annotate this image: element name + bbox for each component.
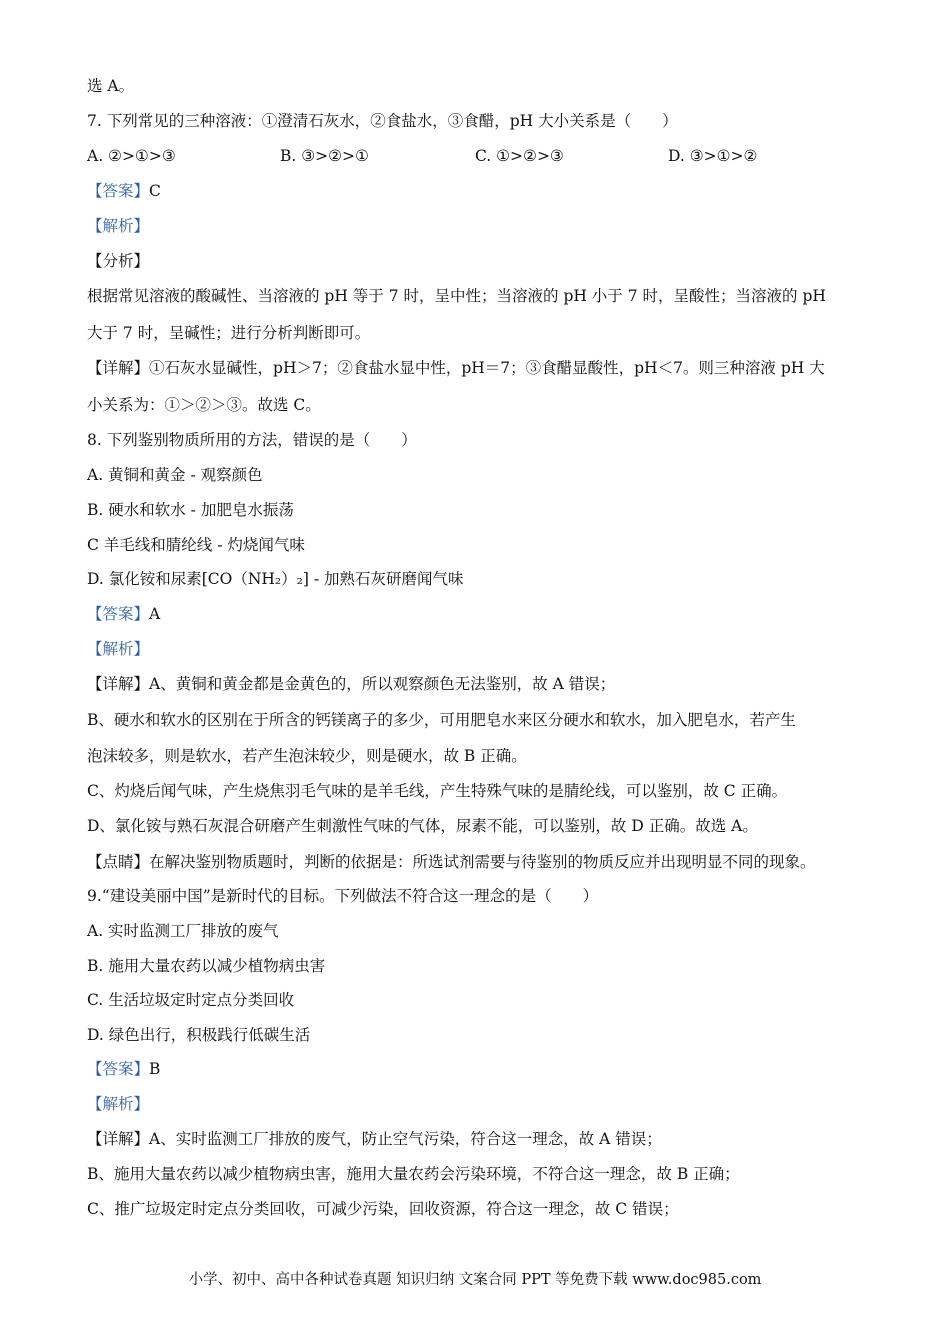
answer-line [87,1059,160,1079]
option-d: D. 绿色出行，积极践行低碳生活 [87,1026,311,1044]
tip-line [87,852,816,872]
option-d: D. ③>①>② [668,147,758,165]
answer-value: B [149,1060,161,1078]
answer-line [87,181,161,201]
analysis-tag: 【解析】 [87,1095,150,1113]
text-line: 根据常见溶液的酸碱性、当溶液的 pH 等于 7 时，呈中性；当溶液的 pH 小于 7 时，呈酸性；当溶液的 pH [87,287,826,305]
detail-tag: 【详解】 [87,359,150,377]
analysis-tag: 【解析】 [87,217,150,235]
answer-value: C [149,182,161,200]
option-b: B. ③>②>① [280,147,369,165]
option-c: C. 生活垃圾定时定点分类回收 [87,991,295,1009]
answer-tag: 【答案】 [87,605,150,623]
tip-text: 在解决鉴别物质题时，判断的依据是：所选试剂需要与待鉴别的物质反应并出现明显不同的现象。 [149,853,816,871]
answer-tag: 【答案】 [87,1060,150,1078]
option-b: B. 施用大量农药以减少植物病虫害 [87,957,326,975]
option-b: B. 硬水和软水 - 加肥皂水振荡 [87,501,294,519]
text-line: B、硬水和软水的区别在于所含的钙镁离子的多少，可用肥皂水来区分硬水和软水，加入肥皂水，若产生 [87,711,796,729]
question-7: 7. 下列常见的三种溶液：①澄清石灰水，②食盐水，③食醋，pH 大小关系是（ ） [87,112,678,130]
fenxi-tag: 【分析】 [87,252,150,270]
text-line: 小关系为：①＞②＞③。故选 C。 [87,396,321,414]
answer-line [87,604,160,624]
detail-tag: 【详解】 [87,1130,150,1148]
text-line: 选 A。 [87,77,135,95]
text-line: 大于 7 时，呈碱性；进行分析判断即可。 [87,324,371,342]
option-c: C 羊毛线和腈纶线 - 灼烧闻气味 [87,536,305,554]
answer-value: A [149,605,161,623]
option-a: A. ②>①>③ [87,147,176,165]
option-a: A. 实时监测工厂排放的废气 [87,922,279,940]
tip-tag: 【点睛】 [87,853,150,871]
text-line: 泡沫较多，则是软水，若产生泡沫较少，则是硬水，故 B 正确。 [87,747,527,765]
page-footer: 小学、初中、高中各种试卷真题 知识归纳 文案合同 PPT 等免费下载 www.doc985.com [188,1272,762,1288]
detail-text: ①石灰水显碱性，pH＞7；②食盐水显中性，pH＝7；③食醋显酸性，pH＜7。则三种溶液 pH 大 [149,359,825,377]
question-9: 9.“建设美丽中国”是新时代的目标。下列做法不符合这一理念的是（ ） [87,887,599,905]
text-line: C、灼烧后闻气味，产生烧焦羽毛气味的是羊毛线，产生特殊气味的是腈纶线，可以鉴别，故 C 正确。 [87,782,788,800]
question-8: 8. 下列鉴别物质所用的方法，错误的是（ ） [87,431,417,449]
text-line: B、施用大量农药以减少植物病虫害，施用大量农药会污染环境，不符合这一理念，故 B 正确； [87,1165,740,1183]
text-line: C、推广垃圾定时定点分类回收，可减少污染，回收资源，符合这一理念，故 C 错误； [87,1200,679,1218]
text-line: D、氯化铵与熟石灰混合研磨产生刺激性气味的气体，尿素不能，可以鉴别，故 D 正确。故选 A。 [87,817,758,835]
detail-line [87,674,615,694]
detail-tag: 【详解】 [87,675,150,693]
analysis-tag: 【解析】 [87,640,150,658]
detail-line [87,358,825,378]
detail-text: A、实时监测工厂排放的废气，防止空气污染，符合这一理念，故 A 错误； [149,1130,662,1148]
detail-line [87,1129,662,1149]
detail-text: A、黄铜和黄金都是金黄色的，所以观察颜色无法鉴别，故 A 错误； [149,675,616,693]
answer-tag: 【答案】 [87,182,150,200]
option-d: D. 氯化铵和尿素[CO（NH₂）₂] - 加熟石灰研磨闻气味 [87,570,464,588]
option-a: A. 黄铜和黄金 - 观察颜色 [87,466,263,484]
option-c: C. ①>②>③ [475,147,564,165]
